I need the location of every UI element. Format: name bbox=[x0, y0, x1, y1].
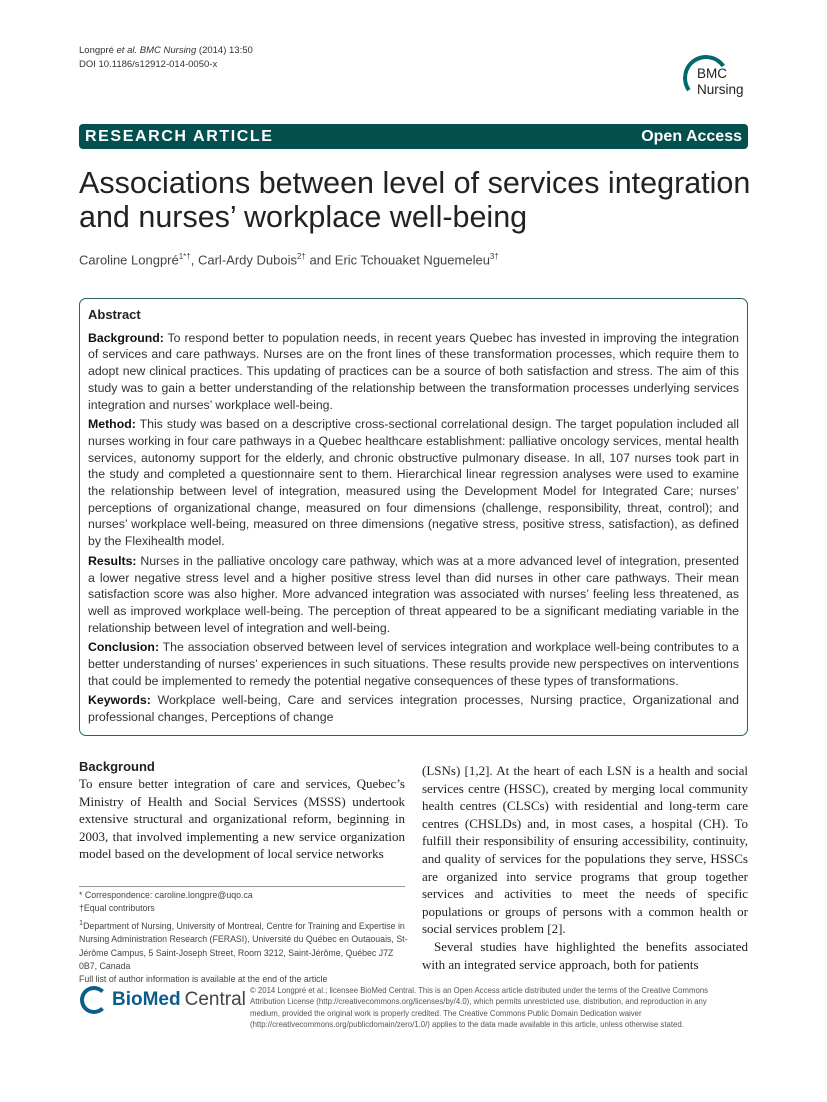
abstract-keywords bbox=[88, 692, 739, 725]
section-heading: Background bbox=[79, 759, 155, 774]
section-label: Results: bbox=[88, 553, 137, 568]
abstract-conclusion bbox=[88, 639, 739, 689]
license-text: © 2014 Longpré et al.; licensee BioMed Central. This is an Open Access article distributed under the terms of the Creative Commons Attribution License (http://creativecommons.org/licenses/by/4.0), which permits unrestricted use, distribution, and reproduction in any medium, provided the original work is properly credited. The Creative Commons Public Domain Dedication waiver (http://creativecommons.org/publicdomain/zero/1.0/) applies to the data made available in this article, unless otherwise stated. bbox=[250, 986, 709, 1029]
affiliation-number: 1 bbox=[79, 917, 84, 927]
author-name[interactable]: Carl-Ardy Dubois bbox=[197, 252, 297, 268]
author-info-note: Full list of author information is available at the end of the article bbox=[79, 974, 328, 985]
publisher-logo bbox=[80, 986, 246, 1014]
citation-journal: BMC Nursing bbox=[139, 45, 197, 56]
article-type-banner bbox=[79, 124, 748, 149]
author-separator: , bbox=[190, 252, 198, 268]
doi[interactable]: DOI 10.1186/s12912-014-0050-x bbox=[79, 59, 218, 70]
abstract-box bbox=[79, 298, 748, 736]
author-affiliation: 1*† bbox=[178, 252, 191, 261]
body-paragraph: To ensure better integration of care and services, Quebec’s Ministry of Health and Social Services (MSSS) undertook extensive structural and organizational reform, beginning in 2003, that involved implementing a new service organization model based on the development of local service networks bbox=[79, 776, 405, 862]
affiliation-note bbox=[79, 916, 409, 974]
logo-bold-text: BioMed bbox=[112, 989, 181, 1010]
body-paragraph: (LSNs) [1,2]. At the heart of each LSN is a health and social services centre (HSSC), created by merging local community health centres (CLSCs) with residential and long-term care centres (CHSLDs) and, in most cases, a hospital (CH). To fulfill their responsibility of ensuring accessibility, continuity, and quality of services for the populations they serve, HSSCs are organized into service programs that group together services and activities to meet the needs of specific populations or groups of persons with a common health or social services problem [2]. bbox=[422, 763, 748, 937]
footnotes bbox=[79, 889, 409, 987]
citation-authors: Longpré bbox=[79, 45, 114, 56]
journal-logo bbox=[683, 55, 753, 105]
abstract-results bbox=[88, 553, 739, 637]
section-text: Nurses in the palliative oncology care pathway, which was at a more advanced level of integration, presented a lower negative stress level and a higher positive stress level than did nurses in other care pathways. Their mean satisfaction score was also higher. More advanced integration was associated with nurses’ feeling less threatened, as well as improved workplace well-being. The perception of threat appeared to be a significant mediating variable in the relationship between level of integration and well-being. bbox=[88, 553, 739, 635]
citation-header bbox=[79, 44, 253, 72]
author-name[interactable]: Caroline Longpré bbox=[79, 252, 179, 268]
section-text: The association observed between level of services integration and workplace well-being contributes to a better understanding of nurses’ experiences in such situations. These results provide new perspectives on interventions that could be implemented to remedy the potential negative consequences of these types of transformations. bbox=[88, 640, 739, 688]
section-label: Method: bbox=[88, 417, 136, 432]
citation-etal: et al. bbox=[116, 45, 138, 56]
citation-year-volume: (2014) 13:50 bbox=[198, 45, 253, 56]
open-access-label: Open Access bbox=[641, 127, 742, 145]
section-label: Background: bbox=[88, 330, 164, 345]
author-separator: and bbox=[305, 252, 335, 268]
abstract-method bbox=[88, 416, 739, 550]
section-label: Keywords: bbox=[88, 693, 151, 708]
logo-text: Central bbox=[184, 989, 246, 1010]
section-label: Conclusion: bbox=[88, 640, 160, 655]
section-text: This study was based on a descriptive cross-sectional correlational design. The target population included all nurses working in four care pathways in a Quebec healthcare establishment: palliative oncology services, mental health services, autonomy support for the elderly, and chronic obstructive pulmonary disease. In all, 107 nurses took part in the study and completed a questionnaire sent to them. Hierarchical linear regression analyses were used to examine the relationship between level of integration, measured using the Development Model for Integrated Care; nurses’ perceptions of organizational change, measured on four dimensions (challenge, responsibility, threat, control); and nurses’ workplace well-being, measured on three dimensions (negative stress, positive stress, satisfaction), as defined by the Flexihealth model. bbox=[88, 417, 739, 549]
section-text: Workplace well-being, Care and services integration processes, Nursing practice, Organizational and professional changes, Perceptions of change bbox=[88, 693, 739, 725]
article-title: Associations between level of services integration and nurses’ workplace well-being bbox=[79, 166, 751, 234]
body-right-column bbox=[422, 762, 748, 973]
abstract-heading: Abstract bbox=[88, 307, 141, 322]
author-affiliation: 3† bbox=[489, 252, 499, 261]
abstract-background bbox=[88, 330, 739, 414]
body-left-column bbox=[79, 759, 405, 863]
footnote-divider bbox=[79, 886, 405, 887]
author-name[interactable]: Eric Tchouaket Nguemeleu bbox=[334, 252, 490, 268]
body-paragraph: Several studies have highlighted the benefits associated with an integrated service approach, both for patients bbox=[422, 938, 748, 972]
correspondence-email[interactable]: * Correspondence: caroline.longpre@uqo.ca bbox=[79, 890, 253, 900]
author-affiliation: 2† bbox=[296, 252, 306, 261]
affiliation-text: Department of Nursing, University of Montreal, Centre for Training and Expertise in Nursing Administration Research (FERASI), Université du Québec en Outaouais, St-Jérôme Campus, 5 Saint-Joseph Street, Room 3212, Saint-Jérôme, Québec J7Z 0B7, Canada bbox=[79, 920, 408, 971]
logo-line1: BMC bbox=[697, 66, 727, 81]
logo-line2: Nursing bbox=[697, 82, 744, 97]
article-type: RESEARCH ARTICLE bbox=[85, 127, 274, 145]
section-text: To respond better to population needs, in recent years Quebec has invested in improving the integration of services and care pathways. Nurses are on the front lines of these transformation processes, which require them to adopt new clinical practices. This updating of practices can be a source of both satisfaction and stress. The aim of this study was to gain a better understanding of the relationship between the transformation processes underlying services integration and nurses’ workplace well-being. bbox=[88, 330, 739, 412]
biomed-circle-icon bbox=[80, 986, 108, 1014]
author-list bbox=[79, 252, 499, 267]
equal-contributors-note: †Equal contributors bbox=[79, 903, 155, 914]
